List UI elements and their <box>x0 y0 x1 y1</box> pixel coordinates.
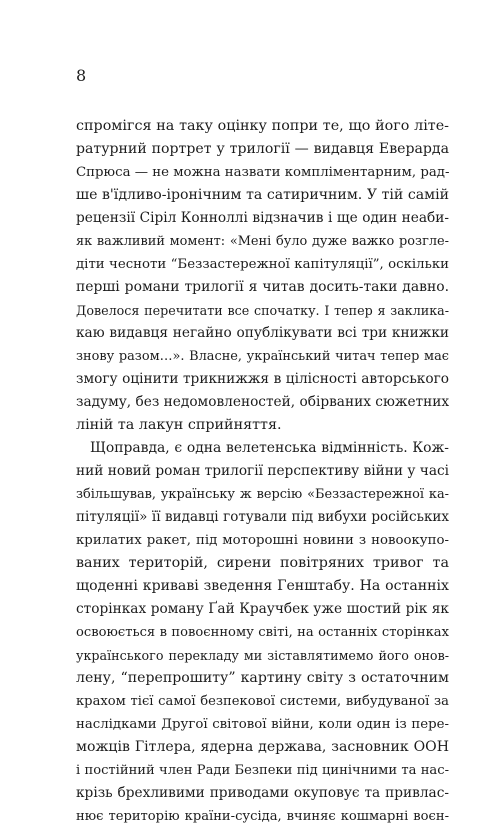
text-line: ратурний портрет у трилогії — видавця Еверарда <box>76 141 449 157</box>
text-line: крахом тієї самої безпекової системи, вибудуваної за <box>76 694 449 709</box>
text-line: ваних територій, сирени повітряних тривог та <box>76 555 449 571</box>
paragraph-2 <box>76 437 449 828</box>
text-line: як важливий момент: «Мені було дуже важко розгле- <box>76 234 449 249</box>
text-line: лену, “перепрошиту” картину світу з остаточним <box>76 670 449 686</box>
text-line: задуму, без недомовленостей, обірваних сюжетних <box>76 394 449 410</box>
text-line: змогу оцінити трикнижжя в цілісності авторського <box>76 371 449 387</box>
text-line: Довелося перечитати все спочатку. І тепер я заклика- <box>76 303 449 318</box>
text-line: Щоправда, є одна велетенська відмінність. Кож- <box>90 440 449 456</box>
text-line: ліній та лакун сприйняття. <box>76 417 282 433</box>
page-number: 8 <box>76 66 87 85</box>
text-line: крізь брехливими приводами окуповує та привлас- <box>76 785 449 801</box>
text-line: каю видавця негайно опублікувати всі три книжки <box>76 325 449 341</box>
text-line: знову разом…». Власне, український читач тепер має <box>76 349 449 364</box>
paragraph-1 <box>76 115 449 437</box>
text-line: діти чесноти “Беззастережної капітуляції”, оскільки <box>76 257 449 272</box>
text-line: наслідками Другої світової війни, коли один із пере- <box>76 717 449 732</box>
text-line: щоденні криваві зведення Генштабу. На останніх <box>76 578 449 594</box>
text-line: перші романи трилогії я читав досить-таки давно. <box>76 279 449 295</box>
text-line: ний новий роман трилогії перспективу війни у часі <box>76 463 449 479</box>
text-line: крилатих ракет, під моторошні новини з новоокупо- <box>76 533 449 548</box>
text-line: освоюється в повоєнному світі, на останніх сторінках <box>76 625 449 640</box>
text-line: рецензії Сіріл Конноллі відзначив і ще один неаби- <box>76 210 449 226</box>
text-line: пітуляції» її видавці готували під вибухи російських <box>76 509 449 525</box>
text-line: Спрюса — не можна назвати компліментарним, рад- <box>76 165 449 180</box>
text-line: сторінках роману Ґай Краучбек уже шостий рік як <box>76 601 449 617</box>
text-line: можців Гітлера, ядерна держава, засновник ООН <box>76 739 449 755</box>
text-line: спромігся на таку оцінку попри те, що його літе- <box>76 118 449 134</box>
text-line: і постійний член Ради Безпеки під цинічними та нас- <box>76 763 449 778</box>
body-text <box>76 115 449 828</box>
text-line: українського перекладу ми зіставлятимемо його онов- <box>76 648 449 663</box>
text-line: нює територію країни-сусіда, вчиняє кошмарні воєн- <box>76 809 449 824</box>
text-line: збільшував, українську ж версію «Беззастережної ка- <box>76 487 449 502</box>
text-line: ше в'їдливо-іронічним та сатиричним. У тій самій <box>76 187 449 203</box>
